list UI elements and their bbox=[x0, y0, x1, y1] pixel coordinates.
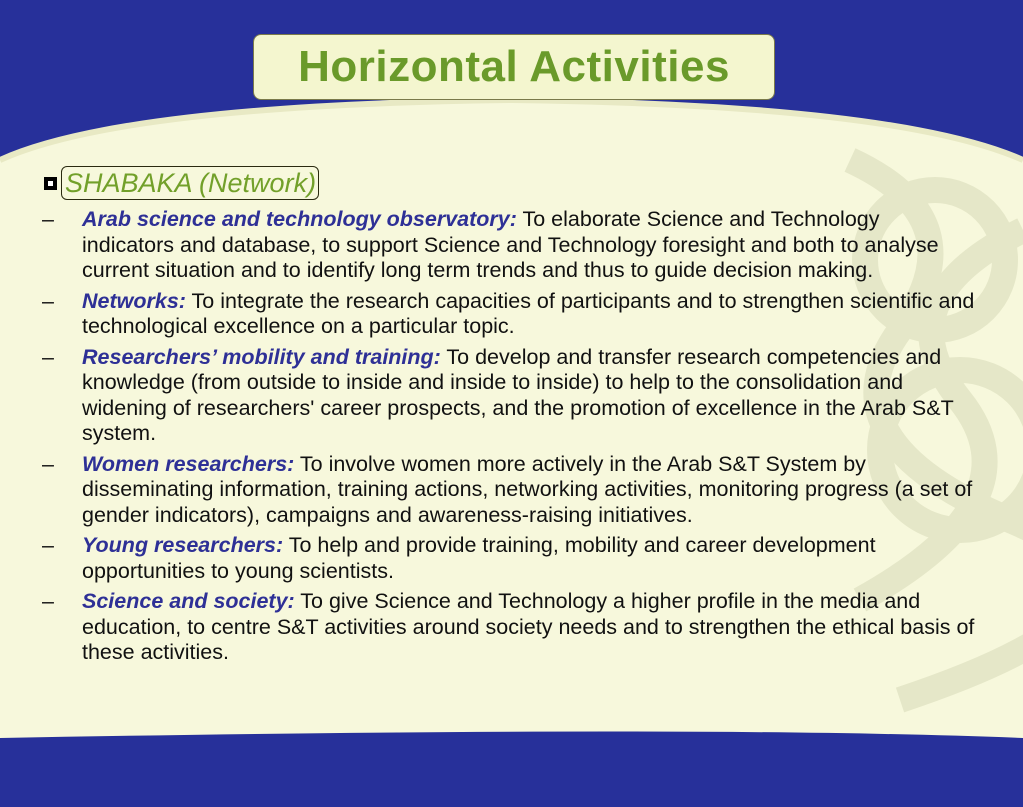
item-text: To give Science and Technology a higher profile in the media and education, to centre S&T activities around society needs and to strengthen the ethical basis of these activities. bbox=[82, 589, 975, 664]
dash-bullet: – bbox=[42, 207, 54, 231]
item-text: To elaborate Science and Technology indicators and database, to support Science and Technology foresight and both to analyse current situation and to identify long term trends and thus to guide decision making. bbox=[82, 207, 939, 282]
list-item bbox=[36, 289, 976, 340]
item-lead: Arab science and technology observatory: bbox=[82, 207, 517, 231]
item-text: To integrate the research capacities of participants and to strengthen scientific and technological excellence on a particular topic. bbox=[82, 288, 975, 338]
item-lead: Women researchers: bbox=[82, 451, 295, 476]
dash-bullet: – bbox=[42, 589, 54, 613]
item-lead: Networks: bbox=[82, 288, 186, 313]
title-box bbox=[253, 34, 775, 100]
dash-bullet: – bbox=[42, 288, 54, 313]
dash-bullet: – bbox=[42, 451, 54, 476]
list-item bbox=[36, 345, 976, 447]
dash-bullet: – bbox=[42, 533, 54, 557]
section-label: SHABAKA (Network) bbox=[61, 166, 319, 200]
slide-title: Horizontal Activities bbox=[298, 42, 730, 91]
item-text: To develop and transfer research competencies and knowledge (from outside to inside and inside to inside) to help to the consolidation and widening of researchers' career prospects, and the promotion of excellence in the Arab S&T system. bbox=[82, 344, 954, 445]
square-bullet-icon bbox=[44, 177, 57, 190]
section-heading bbox=[44, 166, 319, 200]
item-lead: Science and society: bbox=[82, 589, 295, 613]
list-item bbox=[36, 589, 976, 666]
activity-list bbox=[36, 207, 976, 671]
item-lead: Young researchers: bbox=[82, 533, 284, 557]
list-item bbox=[36, 452, 976, 529]
item-text: To involve women more actively in the Arab S&T System by disseminating information, training actions, networking activities, monitoring progress (a set of gender indicators), campaigns and awareness-raising initiatives. bbox=[82, 451, 973, 527]
item-text: To help and provide training, mobility and career development opportunities to young scientists. bbox=[82, 533, 876, 583]
item-lead: Researchers’ mobility and training: bbox=[82, 344, 441, 369]
list-item bbox=[36, 207, 976, 284]
list-item bbox=[36, 533, 976, 584]
dash-bullet: – bbox=[42, 344, 54, 369]
